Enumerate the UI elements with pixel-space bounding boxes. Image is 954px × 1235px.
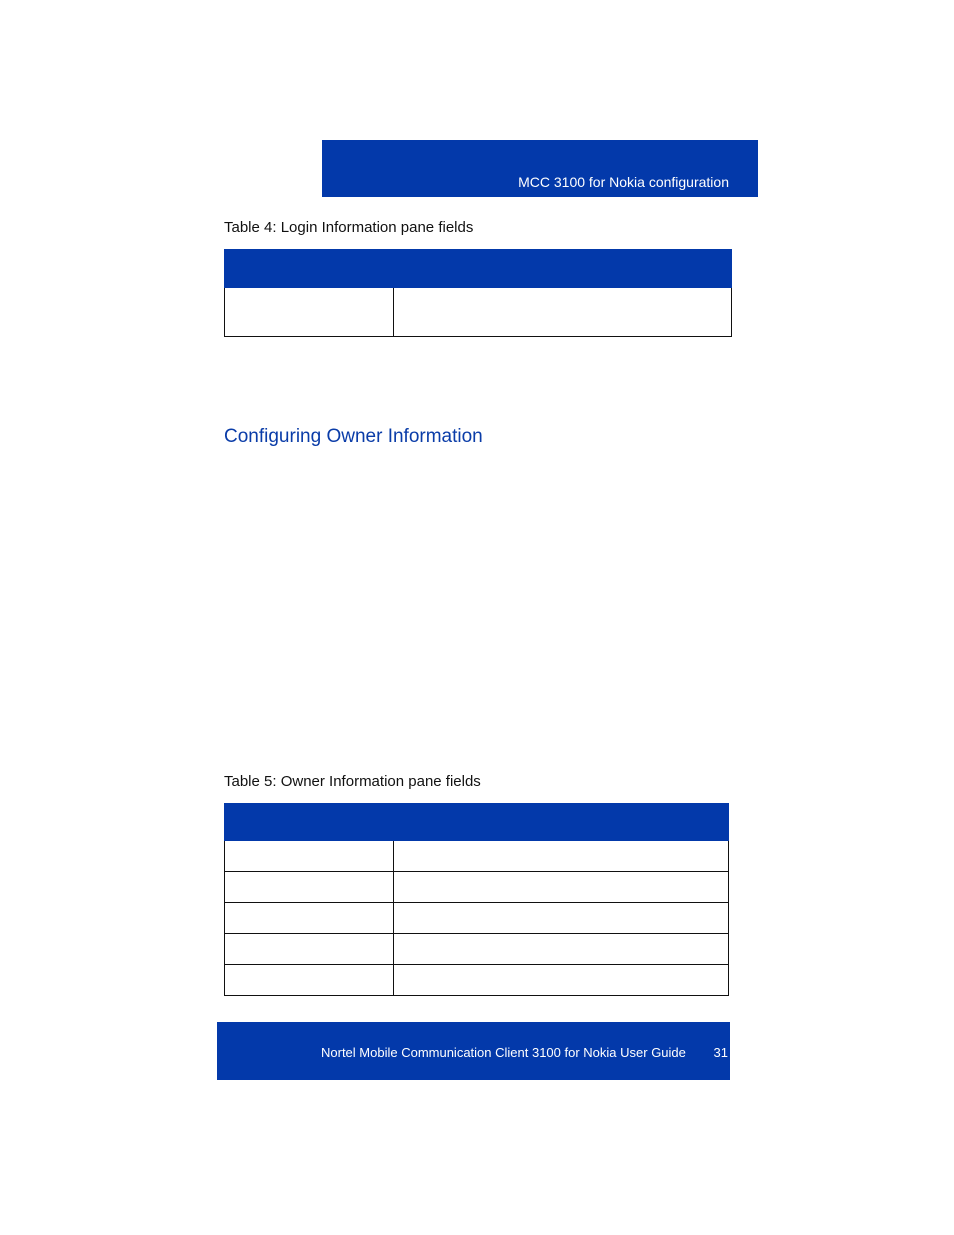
- table-header-cell: [225, 250, 394, 288]
- table-cell: [225, 903, 394, 934]
- page-number: 31: [713, 1045, 728, 1060]
- table-5-caption: Table 5: Owner Information pane fields: [224, 773, 481, 790]
- table-row: [225, 288, 732, 337]
- table-cell: [394, 934, 729, 965]
- table-4-caption: Table 4: Login Information pane fields: [224, 219, 474, 236]
- table-cell: [394, 903, 729, 934]
- table-cell: [394, 288, 732, 337]
- page-header-bar: [322, 140, 758, 197]
- header-title: MCC 3100 for Nokia configuration: [518, 174, 729, 190]
- table-header-cell: [225, 804, 394, 841]
- table-row: [225, 965, 729, 996]
- table-cell: [225, 934, 394, 965]
- page-footer-bar: [217, 1022, 730, 1080]
- table-cell: [225, 288, 394, 337]
- table-row: [225, 903, 729, 934]
- table-row: [225, 934, 729, 965]
- table-header-cell: [394, 804, 729, 841]
- table-header-row: [225, 804, 729, 841]
- table-cell: [394, 965, 729, 996]
- table-cell: [394, 872, 729, 903]
- table-cell: [225, 841, 394, 872]
- footer-guide-title: Nortel Mobile Communication Client 3100 for Nokia User Guide: [321, 1045, 686, 1060]
- table-cell: [394, 841, 729, 872]
- table-row: [225, 872, 729, 903]
- login-information-table: [224, 249, 732, 337]
- table-cell: [225, 872, 394, 903]
- table-row: [225, 841, 729, 872]
- owner-information-table: [224, 803, 729, 996]
- section-heading: Configuring Owner Information: [224, 426, 483, 447]
- table-cell: [225, 965, 394, 996]
- table-header-row: [225, 250, 732, 288]
- table-header-cell: [394, 250, 732, 288]
